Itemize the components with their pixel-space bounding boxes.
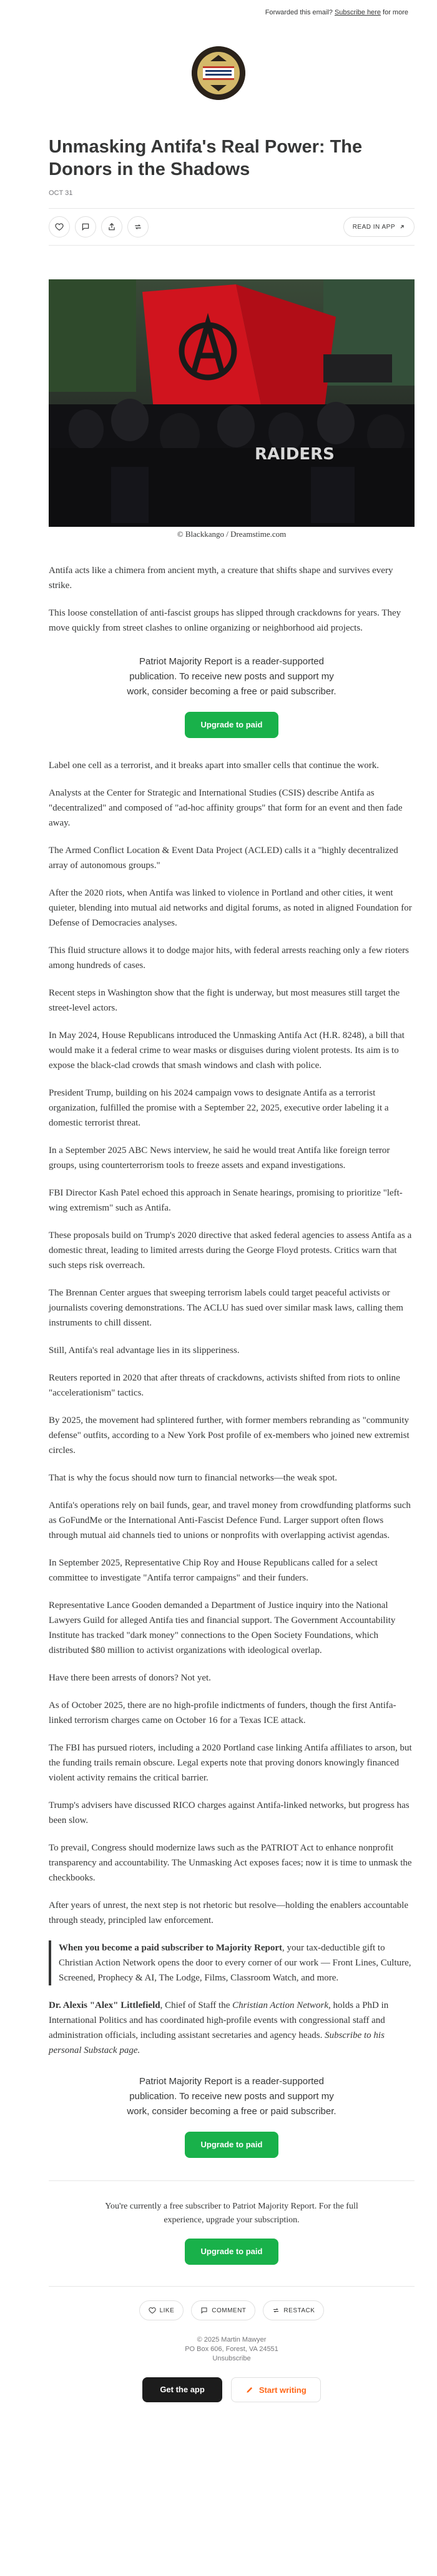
violence-in-portland-link[interactable]: violence in Portland: [227, 888, 303, 898]
paragraph: These proposals build on Trump's 2020 directive that asked federal agencies to assess Antifa as a domestic threat, leading to limited arrests during the George Floyd protests. Critics warn that such steps risk overreach.: [49, 1231, 412, 1271]
paragraph: Have there been arrests of donors? Not yet.: [49, 1673, 211, 1683]
donation-bold: When you become a paid subscriber to Majority Report: [59, 1943, 283, 1953]
donation-text: When you become a paid subscriber to Majority Report, your tax-deductible gift to Christian Action Network opens the door to every corner of our work — Front Lines, Culture, Screened, Prophecy & AI, The Lodge, Films, Classroom Watch, and more.: [59, 1943, 411, 1983]
restack-icon: [272, 2307, 280, 2314]
get-the-app-button[interactable]: Get the app: [142, 2377, 222, 2402]
paragraph: This fluid structure allows it to dodge major hits, with federal arrests reaching only a few rioters among hundreds of cases.: [49, 946, 409, 971]
paragraph: The Armed Conflict Location & Event Data Project (ACLED) calls it a "highly decentralized array of autonomous groups.": [49, 846, 398, 871]
donation-and-more: and more.: [301, 1973, 339, 1983]
upgrade-subscription-link[interactable]: upgrade your subscription: [205, 2215, 298, 2225]
cta-text: Patriot Majority Report is a reader-supported publication. To receive new posts and support my work, consider becoming a free or paid subscriber.: [127, 2076, 336, 2117]
paragraph: As of October 2025, there are no high-profile indictments of funders, though the first Antifa-linked terrorism charges came on October 16 for a Texas ICE attack.: [49, 1700, 396, 1725]
comment-icon: [81, 222, 90, 231]
comment-icon: [200, 2307, 208, 2314]
paragraph: Reuters reported in 2020 that after threats of crackdowns, activists shifted from riots to online "accelerationism" tactics.: [49, 1373, 400, 1398]
subscribe-here-link[interactable]: Subscribe here: [334, 9, 381, 16]
paragraph: In September 2025, Representative Chip Roy and House Republicans called for a select committee to investigate "Antifa terror campaigns" and their funders.: [49, 1558, 378, 1583]
caption-source-link[interactable]: Dreamstime.com: [230, 529, 287, 539]
link-culture[interactable]: Culture: [380, 1958, 409, 1968]
article-date: OCT 31: [49, 189, 73, 197]
divider: [49, 2286, 415, 2287]
donation-body: , your tax-deductible gift to Christian Action Network opens the door to every corner of our work —: [59, 1943, 385, 1968]
image-caption: [49, 529, 415, 539]
antifa-link-2[interactable]: Antifa: [144, 1203, 169, 1213]
author-bio-text: , Chief of Staff the: [160, 2000, 230, 2010]
footer-address: PO Box 606, Forest, VA 24551: [185, 2345, 278, 2353]
forwarded-text: Forwarded this email?: [265, 9, 333, 16]
footer-buttons: [49, 2377, 415, 2421]
paragraph: The Brennan Center argues that sweeping terrorism labels could target peaceful activists or journalists covering demonstrations. The ACLU has sued over similar mask laws, calling them instruments to chill dissent.: [49, 1288, 403, 1328]
paragraph: Label one cell as a terrorist, and it breaks apart into smaller cells that continue the work.: [49, 761, 379, 771]
share-icon: [107, 222, 116, 231]
subscriber-text: .: [297, 2215, 300, 2225]
like-label: LIKE: [159, 2307, 175, 2314]
paragraph: After years of unrest, the next step is not rhetoric but resolve—holding the enablers accountable through steady, principled law enforcement.: [49, 1900, 409, 1925]
external-arrow-icon: [399, 224, 405, 230]
footer-comment-button[interactable]: [191, 2300, 255, 2320]
restack-icon: [134, 222, 142, 231]
upgrade-to-paid-button[interactable]: Upgrade to paid: [185, 712, 279, 738]
paragraph: Trump's advisers have discussed RICO charges against Antifa-linked networks, but progress has been slow.: [49, 1800, 410, 1825]
paragraph: In May 2024, House Republicans introduced the Unmasking Antifa Act (H.R. 8248), a bill that would make it a federal crime to wear masks or disguises during violent protests. Its aim is to expose the black-clad crowds that smash windows and clash with police.: [49, 1031, 405, 1071]
upgrade-to-paid-button-3[interactable]: Upgrade to paid: [185, 2239, 279, 2265]
divider: [49, 2180, 415, 2181]
post-actions-bar: [49, 208, 415, 246]
footer-copyright: © 2025 Martin Mawyer: [197, 2336, 267, 2344]
heart-icon: [149, 2307, 156, 2314]
paragraph: Still, Antifa's real advantage lies in its slipperiness.: [49, 1345, 240, 1355]
subscriber-text: . For the full experience,: [164, 2202, 358, 2225]
subscribe-cta-bottom: [49, 2074, 415, 2158]
paragraph: In a September 2025 ABC News interview, he said he would treat Antifa like foreign terror groups, using counterterrorism tools to freeze assets and expand investigations.: [49, 1146, 390, 1171]
start-writing-label: Start writing: [258, 2385, 307, 2395]
link-prophecy-ai[interactable]: Prophecy & AI: [97, 1973, 155, 1983]
paragraph-text: After the 2020 riots, when Antifa was linked to: [49, 888, 225, 898]
author-org: Christian Action Network: [232, 2000, 329, 2010]
for-more-text: for more: [383, 9, 408, 16]
subscriber-text: You're currently a free subscriber to: [105, 2202, 230, 2211]
pen-icon: [245, 2385, 254, 2394]
paragraph-text: and other cities, it went quieter, blending into mutual aid networks and digital forums, as noted in aligned Foundation for Defense of Democracies analyses.: [49, 888, 412, 928]
heart-icon: [55, 222, 64, 231]
caption-photographer-link[interactable]: Blackkango: [185, 529, 224, 539]
footer-actions: [49, 2300, 415, 2320]
footer-restack-button[interactable]: [263, 2300, 324, 2320]
paragraph: This loose constellation of anti-fascist groups has slipped through crackdowns for years. They move quickly from street clashes to online organizing or neighborhood aid projects.: [49, 608, 401, 633]
paragraph: To prevail, Congress should modernize laws such as the PATRIOT Act to enhance nonprofit transparency and accountability. The Unmasking Act exposes faces; now it is time to unmask the checkbooks.: [49, 1843, 412, 1883]
paragraph-text: .: [168, 1203, 171, 1213]
footer-like-button[interactable]: [139, 2300, 184, 2320]
paragraph: [49, 563, 415, 593]
paragraph: Representative Lance Gooden demanded a Department of Justice inquiry into the National Lawyers Guild for alleged Antifa ties and financial support. The Government Accountability Institute has tracked "dark money" connections to the Open Society Foundations, which distributed $80 million to activist organizations with ideological overlap.: [49, 1600, 396, 1655]
author-bio-text: page.: [119, 2045, 140, 2055]
like-button[interactable]: [49, 216, 70, 237]
link-front-lines[interactable]: Front Lines: [332, 1958, 376, 1968]
free-subscriber-text: [101, 2200, 363, 2227]
unsubscribe-link[interactable]: Unsubscribe: [212, 2355, 251, 2362]
author-name: Dr. Alexis "Alex" Littlefield: [49, 2000, 160, 2010]
link-classroom-watch[interactable]: Classroom Watch: [230, 1973, 297, 1983]
link-screened[interactable]: Screened: [59, 1973, 93, 1983]
paragraph-text: acts like a chimera from ancient myth, a creature that shifts shape and survives every strike.: [49, 566, 393, 591]
restack-label: RESTACK: [283, 2307, 315, 2314]
paragraph: Recent steps in Washington show that the fight is underway, but most measures still target the street-level actors.: [49, 988, 400, 1013]
subscribe-cta: [49, 654, 415, 738]
author-substack-link[interactable]: Substack: [84, 2045, 117, 2055]
paragraph: Analysts at the Center for Strategic and International Studies (CSIS) describe Antifa as "decentralized" and composed of "ad-hoc affinity groups" that form for an event and then fade away.: [49, 788, 403, 828]
article: [0, 136, 437, 2421]
comment-button[interactable]: [75, 216, 96, 237]
share-button[interactable]: [101, 216, 122, 237]
footer-info: [49, 2335, 415, 2364]
forwarded-line: [0, 0, 437, 25]
publication-logo[interactable]: [192, 46, 245, 100]
hero-banner-text: RAIDERS: [255, 445, 335, 464]
read-in-app-label: READ IN APP: [352, 223, 395, 231]
paragraph: Antifa's operations rely on bail funds, gear, and travel money from crowdfunding platforms such as GoFundMe or the International Anti-Fascist Defence Fund. Larger support often flows through mutual aid channels tied to unions or nonprofits with overlapping activist agendas.: [49, 1500, 411, 1540]
upgrade-to-paid-button-2[interactable]: Upgrade to paid: [185, 2132, 279, 2158]
author-bio-text: Subscribe to his personal: [49, 2030, 385, 2055]
paragraph: [49, 1186, 415, 1216]
antifa-link[interactable]: Antifa: [49, 566, 73, 576]
start-writing-button[interactable]: [231, 2377, 321, 2402]
paragraph-text: FBI Director Kash Patel echoed this approach in Senate hearings, promising to prioritize "left-wing extremism" such as: [49, 1188, 403, 1213]
donation-note: [49, 1940, 415, 1985]
paragraph: By 2025, the movement had splintered further, with former members rebranding as "community defense" outfits, according to a New York Post profile of ex-members who joined new extremist circles.: [49, 1415, 410, 1455]
paragraph: That is why the focus should now turn to financial networks—the weak spot.: [49, 1473, 337, 1483]
caption-copyright: ©: [177, 529, 184, 539]
link-films[interactable]: Films: [204, 1973, 226, 1983]
paragraph: The FBI has pursued rioters, including a 2020 Portland case linking Antifa affiliates to arson, but the funding trails remain obscure. Legal experts note that proving donors knowingly financed violent activity remains the critical barrier.: [49, 1743, 412, 1783]
comment-label: COMMENT: [212, 2307, 247, 2314]
caption-separator: /: [226, 529, 228, 539]
link-the-lodge[interactable]: The Lodge: [159, 1973, 200, 1983]
hero-image[interactable]: [49, 279, 415, 527]
cta-text: Patriot Majority Report is a reader-supported publication. To receive new posts and support my work, consider becoming a free or paid subscriber.: [127, 656, 336, 697]
free-subscriber-note: [49, 2200, 415, 2265]
paragraph: [49, 886, 415, 931]
author-bio: [49, 1998, 415, 2058]
paragraph: President Trump, building on his 2024 campaign vows to designate Antifa as a terrorist organization, fulfilled the promise with a September 22, 2025, executive order labeling it a domestic terrorist threat.: [49, 1088, 389, 1128]
article-title[interactable]: Unmasking Antifa's Real Power: The Donors in the Shadows: [49, 137, 363, 179]
publication-link[interactable]: Patriot Majority Report: [232, 2202, 315, 2211]
restack-button[interactable]: [127, 216, 149, 237]
author-bio-text: , holds a PhD in International Politics and has coordinated high-profile events with congressional staff and administration officials, including assistant secretaries and agency heads.: [49, 2000, 389, 2040]
read-in-app-button[interactable]: [343, 217, 415, 237]
